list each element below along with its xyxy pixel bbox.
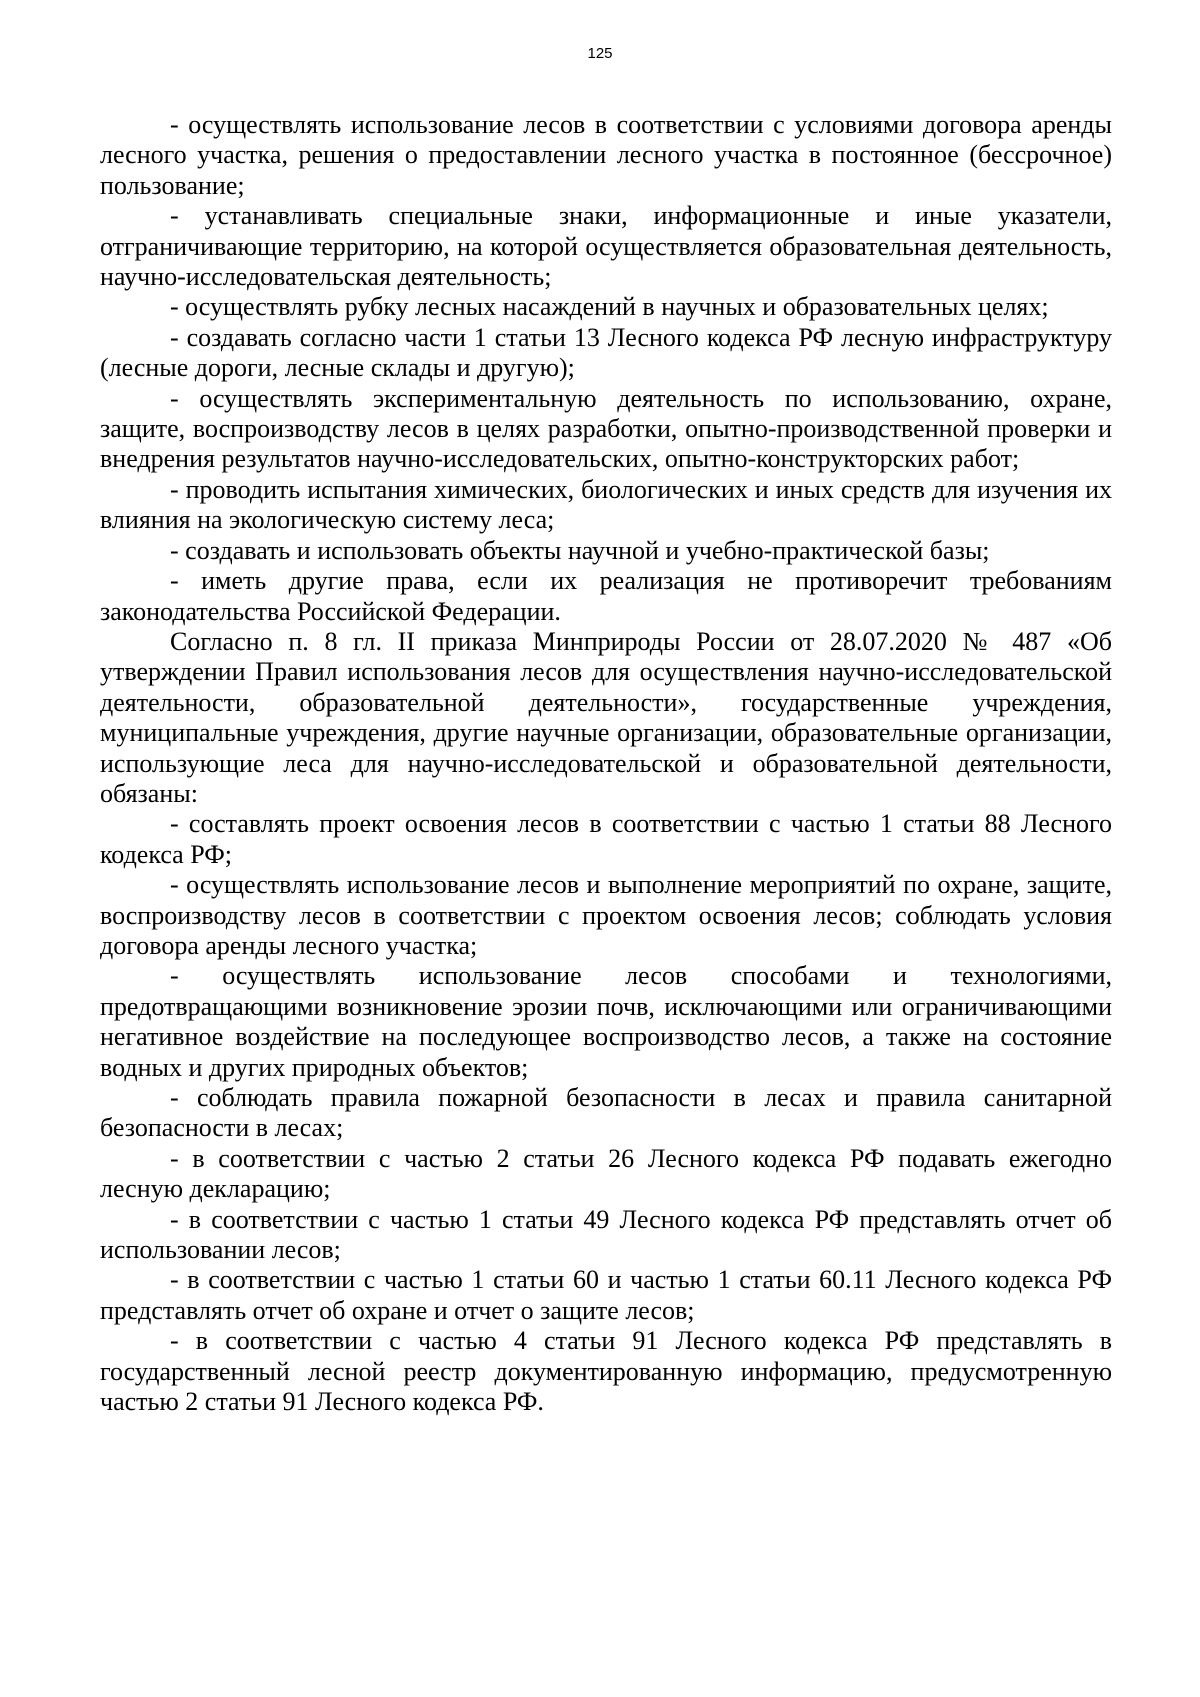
paragraph: - в соответствии с частью 4 статьи 91 Лесного кодекса РФ представлять в государственный лесной реестр документированную информацию, предусмотренную частью 2 статьи 91 Лесного кодекса РФ. bbox=[100, 1326, 1112, 1417]
paragraph: - соблюдать правила пожарной безопасности в лесах и правила санитарной безопасности в лесах; bbox=[100, 1083, 1112, 1143]
paragraph: - проводить испытания химических, биологических и иных средств для изучения их влияния на экологическую систему леса; bbox=[100, 474, 1112, 535]
paragraph: - осуществлять использование лесов в соответствии с условиями договора аренды лесного участка, решения о предоставлении лесного участка в постоянное (бессрочное) пользование; bbox=[100, 110, 1112, 200]
paragraph: - создавать согласно части 1 статьи 13 Лесного кодекса РФ лесную инфраструктуру (лесные дороги, лесные склады и другую); bbox=[100, 322, 1112, 383]
paragraph: - осуществлять использование лесов способами и технологиями, предотвращающими возникновение эрозии почв, исключающими или ограничивающими негативное воздействие на последующее воспроизводство лесов, а также на состояние водных и других природных объектов; bbox=[100, 961, 1112, 1082]
document-body bbox=[100, 110, 1112, 1417]
page-number: 125 bbox=[587, 45, 613, 62]
paragraph: - составлять проект освоения лесов в соответствии с частью 1 статьи 88 Лесного кодекса РФ; bbox=[100, 809, 1112, 869]
paragraph: - в соответствии с частью 2 статьи 26 Лесного кодекса РФ подавать ежегодно лесную декларацию; bbox=[100, 1143, 1112, 1204]
paragraph: - осуществлять рубку лесных насаждений в научных и образовательных целях; bbox=[170, 292, 1049, 322]
paragraph: - в соответствии с частью 1 статьи 49 Лесного кодекса РФ представлять отчет об использовании лесов; bbox=[100, 1204, 1112, 1265]
paragraph: - осуществлять использование лесов и выполнение мероприятий по охране, защите, воспроизводству лесов в соответствии с проектом освоения лесов; соблюдать условия договора аренды лесного участка; bbox=[100, 870, 1112, 960]
paragraph: - создавать и использовать объекты научной и учебно-практической базы; bbox=[170, 535, 990, 565]
paragraph: - иметь другие права, если их реализация не противоречит требованиям законодательства Российской Федерации. bbox=[100, 566, 1112, 626]
paragraph: - в соответствии с частью 1 статьи 60 и частью 1 статьи 60.11 Лесного кодекса РФ представлять отчет об охране и отчет о защите лесов; bbox=[100, 1265, 1112, 1325]
paragraph: Согласно п. 8 гл. II приказа Минприроды России от 28.07.2020 № 487 «Об утверждении Правил использования лесов для осуществления научно-исследовательской деятельности, образовательной деятельности», государственные учреждения, муниципальные учреждения, другие научные организации, образовательные организации, использующие леса для научно-исследовательской и образовательной деятельности, обязаны: bbox=[100, 626, 1112, 808]
paragraph: - осуществлять экспериментальную деятельность по использованию, охране, защите, воспроизводству лесов в целях разработки, опытно-производственной проверки и внедрения результатов научно-исследовательских, опытно-конструкторских работ; bbox=[100, 383, 1112, 474]
paragraph: - устанавливать специальные знаки, информационные и иные указатели, отграничивающие территорию, на которой осуществляется образовательная деятельность, научно-исследовательская деятельность; bbox=[100, 201, 1112, 292]
